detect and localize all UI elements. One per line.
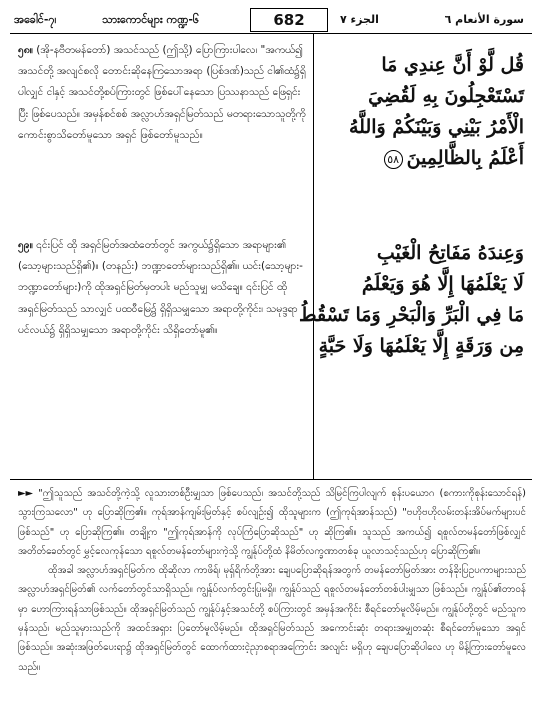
commentary-rule: [10, 479, 532, 480]
arabic-line: وَعِندَهُ مَفَاتِحُ الْغَيْبِ: [376, 242, 524, 264]
header-left-label: အခေါင်-၇၊: [14, 13, 57, 26]
arabic-line: مِن وَرَقَةٍ إِلَّا يَعْلَمُهَا وَلَا حَبَّةٍ: [318, 335, 524, 357]
chapter-label: သားကောင်များ ကဏ္ဍ-၆: [102, 13, 200, 26]
verse-number: ၅၈။: [18, 44, 33, 56]
surah-label: سورة الأنعام ٦: [444, 13, 524, 26]
commentary-paragraph: "ဤသူသည် အသင်တို့ကဲ့သို့ လူသားတစ်ဦးမျှသာ ဖြစ်ပေသည်၊ အသင်တို့သည် သိမြင်ကြပါလျက် စုန်းပယောဂ (စကားကိုစုန်းသောင်ရန်) သွားကြသလော" ဟု ပြောဆိုကြ၏။ ကုရ်အာန်ကျမ်းမြတ်နှင့် စပ်လျဉ်း၍ ထိုသူများက (ဤကုရ်အာန်သည်) "ဗဟိုဗဟိုလမ်းတန်းအိပ်မက်များပင်ဖြစ်သည်" ဟု ပြောဆိုကြ၏။ တချို့က "ဤကုရ်အာန်ကို လုပ်ကြံပြောဆိုသည်" ဟု ဆိုကြ၏။ သူသည် အကယ်၍ ရစူလ်တမန်တော်ဖြစ်လျှင် အတိတ်ခေတ်တွင် မွှင့်လေကုန်သော ရစူလ်တမန်တော်များကဲ့သို့ ကျွန်ုပ်တို့ထံ နိမိတ်လက္ခဏာတစ်ခု ယူလာသင့်သည်ဟု ပြောဆိုကြ၏။: [18, 488, 526, 557]
verse-text: ၎င်းပြင် ထို အရှင်မြတ်အထံတော်တွင် အကွယ်၌ရှိသော အရာများ၏ (သော့များသည်ရှိ၏)။ (တနည်း) ဘဏ္ဍာတော်များသည်ရှိ၏။ ယင်း(သော့များ-ဘဏ္ဍာတော်များ)ကို ထိုအရှင်မြတ်မှတပါး မည်သူမျှ မသိချေ။ ၎င်းပြင် ထိုအရှင်မြတ်သည် သာလျှင် ပထဝီမြေ၌ ရှိရှိသမျှသော အရာတို့ကိုင်း၊ သမုဒ္ဒရာ ပင်လယ်၌ ရှိရှိသမျှသော အရာတို့ကိုင်း သိရှိတော်မူ၏။: [18, 239, 303, 336]
arabic-line: الْأَمْرُ بَيْنِي وَبَيْنَكُمْ وَاللَّهُ: [349, 116, 524, 138]
arabic-line: لَا يَعْلَمُهَا إِلَّا هُوَ وَيَعْلَمُ: [361, 273, 524, 295]
header-rule: [10, 33, 532, 34]
page-header: [10, 8, 530, 34]
arabic-line: تَسْتَعْجِلُونَ بِهِ لَقُضِيَ: [368, 85, 524, 107]
verse-58-translation: [18, 40, 308, 146]
juz-label: الجزء ٧: [340, 13, 379, 26]
commentary-arrow-icon: ►►: [18, 488, 34, 499]
page-number: 682: [250, 8, 328, 32]
verse-59-translation: [18, 235, 308, 341]
arabic-line: أَعْلَمُ بِالظَّالِمِينَ: [406, 147, 524, 169]
verse-text: (အို-နဗီတမန်တော်) အသင်သည် (ဤသို့) ပြောကြားပါလေ၊ "အကယ်၍ အသင်တို့ အလျင်စလို တောင်းဆိုနေကြသောအရာ (ပြစ်ဒဏ်)သည် ငါ၏ထံ၌ရှိပါလျှင် ငါနှင့် အသင်တို့စပ်ကြားတွင် ဖြစ်ပေါ်နေသော ပြဿနာသည် ဖြေရှင်းပြီး ဖြစ်ပေသည်။ အမှန်စင်စစ် အလ္လာဟ်အရှင်မြတ်သည် မတရားသောသူတို့ကို ကောင်းစွာသိတော်မူသော အရှင် ဖြစ်တော်မူသည်။: [18, 44, 306, 141]
verse-58-arabic: [314, 50, 524, 174]
arabic-line: مَا فِي الْبَرِّ وَالْبَحْرِ وَمَا تَسْقُطُ: [299, 304, 524, 326]
arabic-line: قُل لَّوْ أَنَّ عِندِي مَا: [381, 54, 524, 76]
verse-59-arabic: [299, 238, 524, 362]
commentary: [18, 484, 526, 677]
commentary-paragraph: ထိုအခါ အလ္လာဟ်အရှင်မြတ်က ထိုဆိုလာ ကာဖိရ်၊ မုရှ်ရိက်တို့အား ချေပပြောဆိုရန်အတွက် တမန်တော်မြတ်အား တန်ခိုးပြဥပကာများသည် အလ္လာဟ်အရှင်မြတ်၏ လက်တော်တွင်သာရှိသည်။ ကျွန်ုပ်လက်တွင်းပြုမရှိ။ ကျွန်ုပ်သည် ရစူလ်တမန်တော်တစ်ပါးမျှသာ ဖြစ်သည်။ ကျွန်ုပ်၏တာဝန်မှာ ဟောကြားရန်သာဖြစ်သည်။ ထိုအရှင်မြတ်သည် ကျွန်ုပ်နှင့်အသင်တို့ စပ်ကြားတွင် အမှန်အကိုင်း စီရင်တော်မူလိမ့်မည်။ ကျွန်ုပ်တို့တွင် မည်သူကမှန်သည်၊ မည်သူမှားသည်ကို အထင်အရှား ပြတော်မူလိမ့်မည်။ ထိုအရှင်မြတ်သည် အကောင်းဆုံး တရားအမျှတဆုံး စီရင်တော်မူသော အရှင်ဖြစ်သည်။ အဆုံးအဖြတ်ပေးရာ၌ ထိုအရှင်မြတ်တွင် ထောက်ထားငဲ့ညှာစရာအကြောင်း အလျင်း မရှိဟု ချေပပြောဆိုပါလေ ဟု မိန့်ကြားတော်မူလေသည်။: [18, 565, 526, 673]
ayah-marker: ٥٨: [384, 150, 403, 169]
verse-number: ၅၉။: [18, 239, 33, 251]
